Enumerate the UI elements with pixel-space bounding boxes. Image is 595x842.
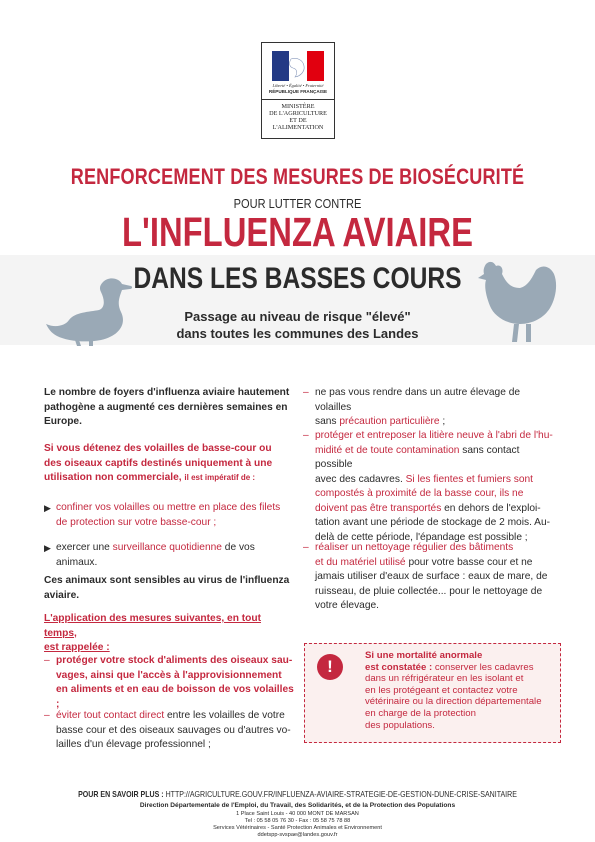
application-heading: L'application des mesures suivantes, en tout temps, est rappelée : [44,613,261,653]
motto: Liberté • Égalité • Fraternité [272,83,324,88]
mortality-alert-text: Si une mortalité anormale est constatée : conserver les cadavres dans un réfrigérateur en les isolant et en les protégeant et contactez votre vétérinaire ou la direction départementale en charge de la protection des populations. [365,650,542,731]
marianne-flag [272,51,324,81]
phone-fax: Tel : 05 58 05 76 30 - Fax : 05 58 75 78 88 [244,818,351,824]
contact-email[interactable]: ddetspp-svspae@landes.gouv.fr [257,832,338,838]
intro-paragraph: Le nombre de foyers d'influenza aviaire hautement pathogène a augmenté ces dernières semaines en Europe. [44,387,290,427]
exclamation-icon: ! [317,654,343,680]
dash-bullet-icon: – [303,387,309,398]
service-name: Services Vétérinaires - Santé Protection Animales et Environnement [213,825,382,831]
triangle-bullet-icon: ▶ [44,503,51,513]
republic-label: RÉPUBLIQUE FRANÇAISE [268,89,328,94]
headline-influenza: L'INFLUENZA AVIAIRE [122,209,473,255]
headline-basses-cours: DANS LES BASSES COURS [133,262,462,295]
address: 1 Place Saint Louis - 40 000 MONT DE MARSAN [236,811,359,817]
list-item-surveillance: ▶ exercer une surveillance quotidienne de vos animaux. [44,542,255,568]
list-item-litiere: – protéger et entreposer la litière neuve à l'abri de l'hu- midité et de toute contamination sans contact possible avec des cadavres. Si les fientes et fumiers sont compostés à proximité de la basse cour, ils ne doivent pas être transportés en dehors de l'exploi- tation avant une période de stockage de 2 mois. Au- delà de cette période, l'épandage est possible ; [303,430,553,543]
dash-bullet-icon: – [303,430,309,441]
triangle-bullet-icon: ▶ [44,543,51,553]
subtitle-line-2: dans toutes les communes des Landes [176,326,419,341]
list-item-confine: ▶ confiner vos volailles ou mettre en place des filets de protection sur votre basse-cour ; [44,502,281,528]
ministry-logo [261,42,335,139]
list-item-elevage: – ne pas vous rendre dans un autre élevage de volailles sans précaution particulière ; [303,387,521,427]
owners-warning: Si vous détenez des volailles de basse-cour ou des oiseaux captifs destinés uniquement à une utilisation non commerciale, il est impératif de : [44,443,273,483]
list-item-stock: – protéger votre stock d'aliments des oiseaux sau- vages, ainsi que l'accès à l'approvisionnement en aliments et en eau de boisson de vos volailles ; [44,655,294,710]
logo-divider [262,99,334,100]
subtitle-line-1: Passage au niveau de risque "élevé" [184,309,411,324]
mortality-alert-box [304,643,561,743]
dash-bullet-icon: – [44,710,50,721]
list-item-contact: – éviter tout contact direct entre les volailles de votre basse cour et des oiseaux sauvages ou d'autres vo- lailles d'un élevage professionnel ; [44,710,291,750]
direction-name: Direction Départementale de l'Emploi, du Travail, des Solidarités, et de la Protection des Populations [139,802,456,809]
headline-pour-lutter: POUR LUTTER CONTRE [233,196,362,211]
dash-bullet-icon: – [44,655,50,666]
dash-bullet-icon: – [303,542,309,553]
sensitivity-paragraph: Ces animaux sont sensibles au virus de l'influenza aviaire. [44,575,290,601]
ministry-name: MINISTÈRE DE L'AGRICULTURE ET DE L'ALIMENTATION [269,103,327,131]
more-info-link[interactable]: HTTP://AGRICULTURE.GOUV.FR/INFLUENZA-AVIAIRE-STRATEGIE-DE-GESTION-DUNE-CRISE-SANITAIRE [165,790,517,799]
imperatif-label: il est impératif de : [184,473,256,482]
headline-biosecurity: RENFORCEMENT DES MESURES DE BIOSÉCURITÉ [70,164,525,189]
more-info-line: POUR EN SAVOIR PLUS : HTTP://AGRICULTURE.GOUV.FR/INFLUENZA-AVIAIRE-STRATEGIE-DE-GESTION-DUNE-CRISE-SANITAIRE [78,790,517,799]
list-item-nettoyage: – réaliser un nettoyage régulier des bâtiments et du matériel utilisé pour votre basse cour et ne jamais utiliser d'eaux de surface : eaux de mare, de ruisseau, de pluie collectée... pour le nettoyage de votre élevage. [303,542,548,611]
